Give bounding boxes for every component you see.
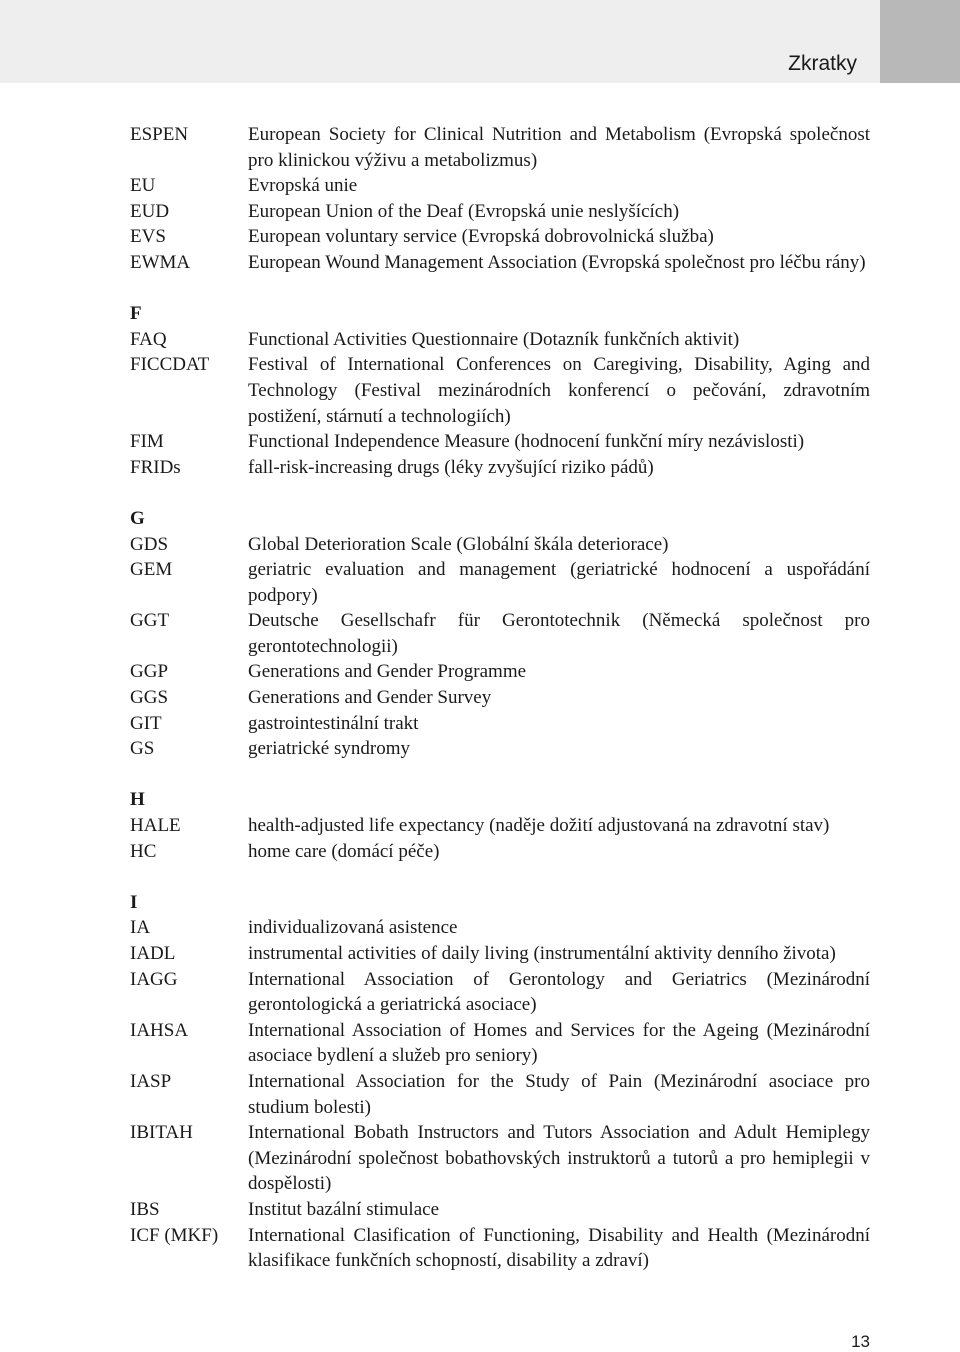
abbreviation-group xyxy=(130,506,870,762)
abbreviation-entry xyxy=(130,1069,870,1120)
abbreviation-term: FICCDAT xyxy=(130,354,210,376)
abbreviation-term: EUD xyxy=(130,200,170,222)
abbreviation-description: gastrointestinální trakt xyxy=(248,712,419,734)
abbreviation-entry xyxy=(130,429,870,455)
abbreviation-term: GGT xyxy=(130,610,170,632)
abbreviation-description: International Association of Homes and Services for the Ageing (Mezinárodní asociace bydlení a služeb pro seniory) xyxy=(248,1019,870,1067)
abbreviation-entry xyxy=(130,813,870,839)
abbreviation-term: GIT xyxy=(130,712,162,734)
group-letter: F xyxy=(130,303,142,325)
abbreviation-term: GS xyxy=(130,738,155,760)
abbreviation-entry xyxy=(130,557,870,608)
abbreviation-term: GDS xyxy=(130,533,169,555)
abbreviation-description: Global Deterioration Scale (Globální škála deteriorace) xyxy=(248,533,669,555)
abbreviation-term: GGP xyxy=(130,661,169,683)
abbreviation-entry xyxy=(130,1223,870,1274)
abbreviation-entry xyxy=(130,839,870,865)
abbreviation-entry xyxy=(130,250,870,276)
abbreviation-description: Functional Activities Questionnaire (Dotazník funkčních aktivit) xyxy=(248,328,740,350)
abbreviation-entry xyxy=(130,967,870,1018)
abbreviation-term: IAGG xyxy=(130,968,178,990)
abbreviation-description: European Union of the Deaf (Evropská unie neslyšících) xyxy=(248,200,680,222)
abbreviation-entry xyxy=(130,711,870,737)
abbreviation-term: IBITAH xyxy=(130,1122,193,1144)
abbreviation-term: ESPEN xyxy=(130,124,189,145)
abbreviation-description: European Wound Management Association (Evropská společnost pro léčbu rány) xyxy=(248,251,866,273)
abbreviation-term: ICF (MKF) xyxy=(130,1224,219,1246)
abbreviation-description: individualizovaná asistence xyxy=(248,917,458,939)
abbreviation-description: Generations and Gender Survey xyxy=(248,687,492,709)
group-letter: G xyxy=(130,507,145,529)
abbreviation-description: instrumental activities of daily living (instrumentální aktivity denního života) xyxy=(248,943,836,964)
abbreviation-description: home care (domácí péče) xyxy=(248,840,440,862)
abbreviation-description: geriatrické syndromy xyxy=(248,738,410,760)
abbreviation-description: Functional Independence Measure (hodnocení funkční míry nezávislosti) xyxy=(248,431,805,453)
group-letter: H xyxy=(130,789,145,811)
abbreviation-description: health-adjusted life expectancy (naděje dožití adjustovaná na zdravotní stav) xyxy=(248,815,830,837)
abbreviation-term: GGS xyxy=(130,687,169,709)
abbreviation-entry xyxy=(130,685,870,711)
abbreviation-entry xyxy=(130,352,870,429)
header-tab xyxy=(880,0,960,83)
abbreviation-entry xyxy=(130,173,870,199)
abbreviation-term: FRIDs xyxy=(130,456,181,478)
abbreviation-term: FAQ xyxy=(130,328,167,350)
abbreviation-term: IBS xyxy=(130,1198,160,1220)
abbreviation-entry xyxy=(130,915,870,941)
abbreviation-term: GEM xyxy=(130,559,173,581)
group-letter: I xyxy=(130,891,138,913)
abbreviation-term: HC xyxy=(130,840,157,862)
abbreviation-entry xyxy=(130,1018,870,1069)
abbreviation-group xyxy=(130,890,870,1274)
abbreviation-description: International Bobath Instructors and Tutors Association and Adult Hemiplegy (Mezinárodní společnost bobathovských instruktorů a tutorů a pro hemiplegii v dospělosti) xyxy=(248,1122,870,1195)
abbreviation-description: International Clasification of Functioning, Disability and Health (Mezinárodní klasifikace funkčních schopností, disability a zdraví) xyxy=(248,1224,870,1272)
abbreviation-entry xyxy=(130,659,870,685)
abbreviation-entry xyxy=(130,941,870,967)
page-title: Zkratky xyxy=(788,52,857,75)
abbreviation-group xyxy=(130,301,870,480)
abbreviation-description: geriatric evaluation and management (geriatrické hodnocení a uspořádání podpory) xyxy=(248,559,870,606)
abbreviation-entry xyxy=(130,1120,870,1197)
abbreviation-description: International Association for the Study of Pain (Mezinárodní asociace pro studium bolesti) xyxy=(248,1070,870,1118)
abbreviation-term: IAHSA xyxy=(130,1019,189,1041)
abbreviation-term: EVS xyxy=(130,226,166,248)
abbreviation-term: IASP xyxy=(130,1070,172,1092)
abbreviation-entry xyxy=(130,455,870,481)
abbreviation-entry xyxy=(130,608,870,659)
abbreviation-group xyxy=(130,787,870,864)
abbreviation-description: European voluntary service (Evropská dobrovolnická služba) xyxy=(248,226,714,248)
abbreviation-description: Festival of International Conferences on Caregiving, Disability, Aging and Technology (Festival mezinárodních konferencí o pečování, zdravotním postižení, stárnutí a technologiích) xyxy=(248,354,870,427)
abbreviation-term: IA xyxy=(130,917,151,939)
abbreviation-entry xyxy=(130,199,870,225)
abbreviation-term: EWMA xyxy=(130,251,191,273)
abbreviation-term: FIM xyxy=(130,431,164,453)
abbreviation-entry xyxy=(130,532,870,558)
abbreviation-list xyxy=(130,122,870,1299)
page-number: 13 xyxy=(851,1332,870,1351)
abbreviation-description: fall-risk-increasing drugs (léky zvyšující riziko pádů) xyxy=(248,456,654,478)
abbreviation-entry xyxy=(130,736,870,762)
abbreviation-group xyxy=(130,122,870,276)
abbreviation-description: Deutsche Gesellschafr für Gerontotechnik (Německá společnost pro gerontotechnologii) xyxy=(248,610,870,657)
abbreviation-description: European Society for Clinical Nutrition and Metabolism (Evropská společnost pro klinickou výživu a metabolizmus) xyxy=(248,124,870,171)
abbreviation-description: Generations and Gender Programme xyxy=(248,661,527,683)
abbreviation-entry xyxy=(130,327,870,353)
abbreviation-description: Evropská unie xyxy=(248,175,358,197)
abbreviation-term: HALE xyxy=(130,815,181,837)
abbreviation-description: Institut bazální stimulace xyxy=(248,1198,440,1220)
abbreviation-entry xyxy=(130,224,870,250)
abbreviation-entry xyxy=(130,1197,870,1223)
abbreviation-term: IADL xyxy=(130,943,176,964)
abbreviation-entry xyxy=(130,122,870,173)
abbreviation-description: International Association of Gerontology and Geriatrics (Mezinárodní gerontologická a geriatrická asociace) xyxy=(248,968,870,1016)
abbreviation-term: EU xyxy=(130,175,156,197)
